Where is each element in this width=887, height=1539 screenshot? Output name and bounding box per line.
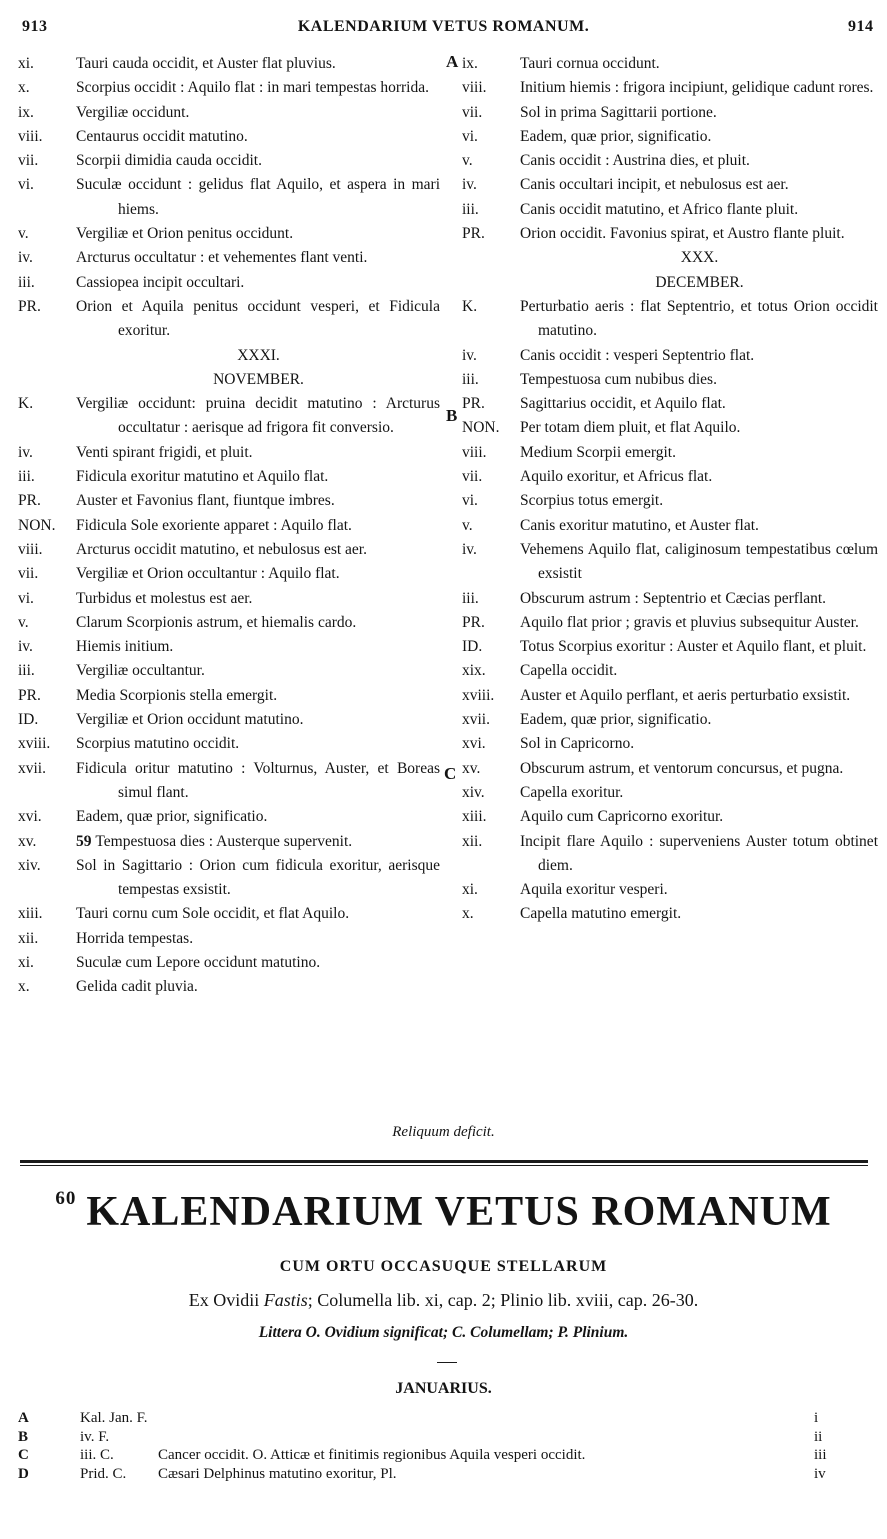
calendar-entry — [18, 76, 444, 100]
entry-day: iii. — [18, 273, 35, 291]
entry-day: iv. — [18, 443, 33, 461]
entry-text: Vergiliæ et Orion penitus occidunt. — [76, 225, 294, 243]
abbreviation-note: Littera O. Ovidium significat; C. Columellam; P. Plinium. — [258, 1324, 629, 1341]
sources-line — [0, 1290, 887, 1311]
entry-day: xii. — [18, 929, 39, 947]
entry-text: Canis occultari incipit, et nebulosus est aer. — [520, 176, 789, 194]
column-heading: NOVEMBER. — [213, 370, 304, 388]
entry-text: Centaurus occidit matutino. — [76, 127, 248, 145]
right-column — [462, 52, 882, 927]
entry-text: Capella matutino emergit. — [520, 905, 682, 923]
calendar-entry — [18, 659, 444, 683]
entry-text: Gelida cadit pluvia. — [76, 978, 198, 996]
entry-day: xvi. — [462, 735, 486, 753]
entry-day: iv. — [18, 249, 33, 267]
entry-day: ix. — [462, 55, 478, 72]
calendar-entry — [18, 489, 444, 513]
entry-day: x. — [462, 905, 474, 923]
entry-day: iv. — [462, 540, 477, 558]
entry-text: Canis occidit : Austrina dies, et pluit. — [520, 152, 750, 170]
entry-day: xiv. — [18, 856, 41, 874]
calendar-entry — [462, 76, 882, 100]
entry-text: Incipit flare Aquilo : superveniens Auster totum obtinet diem. — [520, 832, 878, 874]
entry-day: v. — [18, 225, 29, 243]
calendar-entry — [462, 611, 882, 635]
entry-day: xi. — [18, 953, 34, 971]
january-day-number: i — [814, 1410, 819, 1426]
footnote-number: 59 — [76, 832, 96, 850]
entry-text: Aquila exoritur vesperi. — [520, 881, 668, 899]
january-date: iv. F. — [80, 1428, 110, 1445]
calendar-entry — [18, 465, 444, 489]
entry-day: iii. — [18, 468, 35, 486]
entry-day: K. — [18, 395, 34, 413]
entry-text: Aquilo exoritur, et Africus flat. — [520, 468, 713, 486]
january-row — [18, 1429, 848, 1447]
section-rule — [20, 1160, 868, 1163]
entry-text: Venti spirant frigidi, et pluit. — [76, 443, 253, 461]
entry-text: Fidicula exoritur matutino et Aquilo flat. — [76, 468, 329, 486]
calendar-entry — [18, 101, 444, 125]
entry-day: vi. — [18, 176, 34, 194]
entry-day: PR. — [18, 686, 41, 704]
entry-text: Aquilo flat prior ; gravis et pluvius subsequitur Auster. — [520, 613, 859, 631]
entry-text: Media Scorpionis stella emergit. — [76, 686, 278, 704]
section-title-text: KALENDARIUM VETUS ROMANUM — [86, 1189, 832, 1235]
entry-day: iii. — [462, 589, 479, 607]
calendar-entry — [462, 902, 882, 926]
nundinal-letter: A — [18, 1410, 29, 1426]
entry-day: iv. — [462, 346, 477, 364]
calendar-entry — [462, 465, 882, 489]
january-day-number: iii — [814, 1447, 827, 1463]
month-heading: JANUARIUS. — [395, 1380, 492, 1397]
entry-text: Tauri cornua occidunt. — [520, 55, 660, 72]
entry-text: Canis exoritur matutino, et Auster flat. — [520, 516, 759, 534]
entry-day: ix. — [18, 103, 34, 121]
calendar-entry — [462, 416, 882, 440]
entry-day: v. — [18, 613, 29, 631]
entry-day: x. — [18, 978, 30, 996]
january-row — [18, 1410, 848, 1428]
calendar-entry — [18, 295, 444, 344]
calendar-entry — [462, 392, 882, 416]
entry-text: Vergiliæ et Orion occultantur : Aquilo flat. — [76, 565, 340, 583]
calendar-entry — [462, 781, 882, 805]
calendar-entry — [18, 392, 444, 441]
entry-day: vii. — [462, 103, 483, 121]
reliquum-deficit: Reliquum deficit. — [392, 1124, 495, 1140]
entry-text: Sol in prima Sagittarii portione. — [520, 103, 717, 121]
january-date: Kal. Jan. F. — [80, 1410, 148, 1426]
entry-text: Sol in Sagittario : Orion cum fidicula exoritur, aerisque tempestas exsistit. — [76, 856, 440, 899]
entry-text: Clarum Scorpionis astrum, et hiemalis cardo. — [76, 613, 357, 631]
entry-text: Initium hiemis : frigora incipiunt, gelidique cadunt rores. — [520, 79, 874, 97]
entry-day: xiii. — [462, 808, 487, 826]
calendar-entry — [18, 52, 444, 76]
calendar-entry — [18, 246, 444, 270]
running-title: KALENDARIUM VETUS ROMANUM. — [297, 18, 590, 35]
entry-day: vii. — [462, 468, 483, 486]
entry-text: Capella occidit. — [520, 662, 618, 680]
entry-day: iv. — [18, 638, 33, 656]
calendar-entry — [18, 611, 444, 635]
calendar-entry — [462, 222, 882, 246]
entry-text: Scorpii dimidia cauda occidit. — [76, 152, 262, 170]
entry-text: Suculæ cum Lepore occidunt matutino. — [76, 953, 321, 971]
calendar-entry — [462, 368, 882, 392]
entry-text: Vergiliæ occidunt. — [76, 103, 190, 121]
sources-fastis: Fastis — [263, 1290, 308, 1310]
entry-text: Turbidus et molestus est aer. — [76, 589, 253, 607]
calendar-entry — [18, 271, 444, 295]
column-heading: XXX. — [680, 249, 719, 267]
entry-day: PR. — [462, 613, 485, 631]
calendar-entry — [18, 854, 444, 903]
margin-mark-c: C — [444, 764, 457, 783]
calendar-entry — [18, 149, 444, 173]
calendar-entry — [462, 344, 882, 368]
entry-text: Tempestuosa cum nubibus dies. — [520, 370, 717, 388]
entry-text: Vergiliæ occidunt: pruina decidit matutino : Arcturus occultatur : aerisque ad frigora fit conversio. — [76, 395, 440, 437]
january-day-number: ii — [814, 1428, 823, 1445]
calendar-entry — [18, 830, 444, 854]
entry-text: Scorpius totus emergit. — [520, 492, 664, 510]
margin-mark-a: A — [446, 52, 459, 71]
calendar-entry — [18, 538, 444, 562]
entry-text: Vehemens Aquilo flat, caliginosum tempestatibus cœlum exsistit — [520, 540, 878, 583]
calendar-entry — [18, 441, 444, 465]
entry-day: vi. — [462, 492, 478, 510]
entry-day: v. — [462, 152, 473, 170]
entry-text: Vergiliæ et Orion occidunt matutino. — [76, 711, 304, 729]
entry-day: iii. — [462, 200, 479, 218]
left-column — [18, 52, 444, 1000]
section-number: 60 — [55, 1188, 77, 1209]
january-row — [18, 1447, 848, 1465]
entry-text: Perturbatio aeris : flat Septentrio, et totus Orion occidit matutino. — [520, 297, 878, 340]
entry-text: Fidicula oritur matutino : Volturnus, Auster, et Boreas simul flant. — [76, 759, 440, 801]
calendar-entry — [462, 101, 882, 125]
entry-text: Capella exoritur. — [520, 783, 624, 801]
calendar-entry — [462, 52, 882, 76]
entry-day: vi. — [462, 127, 478, 145]
entry-day: xi. — [462, 881, 478, 899]
entry-text: Obscurum astrum, et ventorum concursus, et pugna. — [520, 759, 844, 777]
calendar-entry — [462, 635, 882, 659]
entry-text: Orion et Aquila penitus occidunt vesperi, et Fidicula exoritur. — [76, 297, 440, 340]
calendar-entry — [18, 587, 444, 611]
entry-day: NON. — [462, 419, 500, 437]
calendar-entry — [462, 684, 882, 708]
section-subtitle: CUM ORTU OCCASUQUE STELLARUM — [279, 1258, 608, 1275]
sources-rest: ; Columella lib. xi, cap. 2; Plinio lib. xviii, cap. 26-30. — [307, 1290, 699, 1310]
january-day-number: iv — [814, 1465, 826, 1482]
entry-text: Orion occidit. Favonius spirat, et Austro flante pluit. — [520, 225, 845, 243]
entry-day: xix. — [462, 662, 486, 680]
calendar-entry — [18, 684, 444, 708]
calendar-entry — [462, 732, 882, 756]
nundinal-letter: B — [18, 1428, 29, 1445]
entry-day: vii. — [18, 152, 39, 170]
calendar-entry — [462, 708, 882, 732]
entry-day: PR. — [462, 225, 485, 243]
column-heading: DECEMBER. — [655, 273, 744, 291]
calendar-entry — [462, 489, 882, 513]
entry-text: Eadem, quæ prior, significatio. — [520, 711, 712, 729]
entry-text: Fidicula Sole exoriente apparet : Aquilo flat. — [76, 516, 352, 534]
column-heading: XXXI. — [237, 346, 280, 364]
calendar-entry — [18, 562, 444, 586]
entry-text: Obscurum astrum : Septentrio et Cæcias perflant. — [520, 589, 827, 607]
calendar-entry — [18, 757, 444, 806]
entry-text: Eadem, quæ prior, significatio. — [520, 127, 712, 145]
sources-prefix: Ex Ovidii — [188, 1290, 264, 1310]
calendar-entry — [462, 295, 882, 344]
entry-day: xii. — [462, 832, 483, 850]
entry-text: Sagittarius occidit, et Aquilo flat. — [520, 395, 726, 413]
entry-day: vii. — [18, 565, 39, 583]
calendar-entry — [18, 635, 444, 659]
calendar-entry — [18, 222, 444, 246]
entry-day: vi. — [18, 589, 34, 607]
january-text: Cancer occidit. O. Atticæ et finitimis regionibus Aquila vesperi occidit. — [158, 1447, 586, 1463]
calendar-entry — [462, 514, 882, 538]
entry-day: PR. — [462, 395, 485, 413]
entry-day: viii. — [462, 79, 487, 97]
january-date: Prid. C. — [80, 1465, 127, 1482]
entry-day: xviii. — [462, 686, 495, 704]
calendar-entry — [462, 149, 882, 173]
entry-text: Suculæ occidunt : gelidus flat Aquilo, et aspera in mari hiems. — [76, 176, 440, 218]
entry-text: Eadem, quæ prior, significatio. — [76, 808, 268, 826]
margin-mark-b: B — [446, 406, 458, 425]
calendar-entry — [462, 757, 882, 781]
calendar-entry — [462, 830, 882, 879]
entry-day: ID. — [462, 638, 483, 656]
entry-day: xv. — [18, 832, 37, 850]
january-row — [18, 1466, 848, 1484]
calendar-entry — [462, 441, 882, 465]
calendar-entry — [18, 805, 444, 829]
entry-text: Canis occidit matutino, et Africo flante pluit. — [520, 200, 799, 218]
nundinal-letter: C — [18, 1447, 29, 1463]
entry-day: PR. — [18, 297, 41, 315]
entry-day: xiv. — [462, 783, 485, 801]
entry-text: Arcturus occultatur : et vehementes flant venti. — [76, 249, 368, 267]
calendar-entry — [18, 708, 444, 732]
entry-text: Cassiopea incipit occultari. — [76, 273, 245, 291]
entry-day: iv. — [462, 176, 477, 194]
entry-day: xvii. — [18, 759, 46, 777]
entry-text: Arcturus occidit matutino, et nebulosus est aer. — [76, 540, 367, 558]
section-title — [0, 1188, 887, 1236]
entry-day: NON. — [18, 516, 56, 534]
page-number-right: 914 — [848, 18, 874, 35]
entry-text: Scorpius matutino occidit. — [76, 735, 240, 753]
entry-text: Horrida tempestas. — [76, 929, 194, 947]
calendar-entry — [462, 125, 882, 149]
entry-text: Totus Scorpius exoritur : Auster et Aquilo flant, et pluit. — [520, 638, 867, 656]
entry-text: Scorpius occidit : Aquilo flat : in mari tempestas horrida. — [76, 79, 429, 97]
calendar-entry — [18, 951, 444, 975]
short-rule — [437, 1362, 457, 1363]
entry-text: Hiemis initium. — [76, 638, 174, 656]
entry-day: xviii. — [18, 735, 51, 753]
entry-text: Auster et Aquilo perflant, et aeris perturbatio exsistit. — [520, 686, 851, 704]
entry-day: ID. — [18, 711, 39, 729]
calendar-entry — [462, 173, 882, 197]
entry-text: Per totam diem pluit, et flat Aquilo. — [520, 419, 741, 437]
entry-day: xvii. — [462, 711, 490, 729]
entry-day: K. — [462, 297, 478, 315]
entry-day: v. — [462, 516, 473, 534]
entry-text: 59 Tempestuosa dies : Austerque supervenit. — [76, 832, 353, 850]
entry-day: viii. — [18, 540, 43, 558]
page-number-left: 913 — [22, 18, 48, 35]
entry-text: Medium Scorpii emergit. — [520, 443, 676, 461]
calendar-entry — [462, 805, 882, 829]
entry-day: xiii. — [18, 905, 43, 923]
calendar-entry — [18, 173, 444, 222]
january-text: Cæsari Delphinus matutino exoritur, Pl. — [158, 1465, 397, 1482]
entry-day: iii. — [18, 662, 35, 680]
calendar-entry — [18, 732, 444, 756]
entry-text: Vergiliæ occultantur. — [76, 662, 205, 680]
section-rule-thin — [20, 1165, 868, 1166]
entry-text: Sol in Capricorno. — [520, 735, 635, 753]
entry-day: xvi. — [18, 808, 42, 826]
entry-day: iii. — [462, 370, 479, 388]
entry-day: viii. — [18, 127, 43, 145]
calendar-entry — [18, 927, 444, 951]
calendar-entry — [18, 902, 444, 926]
calendar-entry — [18, 125, 444, 149]
calendar-entry — [462, 587, 882, 611]
entry-text: Tauri cauda occidit, et Auster flat pluvius. — [76, 55, 336, 72]
entry-day: x. — [18, 79, 30, 97]
entry-text: Aquilo cum Capricorno exoritur. — [520, 808, 724, 826]
entry-day: xv. — [462, 759, 481, 777]
entry-day: viii. — [462, 443, 487, 461]
calendar-entry — [462, 198, 882, 222]
calendar-entry — [18, 975, 444, 999]
nundinal-letter: D — [18, 1465, 29, 1482]
entry-day: xi. — [18, 55, 34, 72]
calendar-entry — [18, 514, 444, 538]
entry-text: Canis occidit : vesperi Septentrio flat. — [520, 346, 755, 364]
calendar-entry — [462, 878, 882, 902]
calendar-entry — [462, 659, 882, 683]
january-date: iii. C. — [80, 1447, 114, 1463]
calendar-entry — [462, 538, 882, 587]
entry-day: PR. — [18, 492, 41, 510]
entry-text: Tauri cornu cum Sole occidit, et flat Aquilo. — [76, 905, 350, 923]
entry-text: Auster et Favonius flant, fiuntque imbres. — [76, 492, 335, 510]
